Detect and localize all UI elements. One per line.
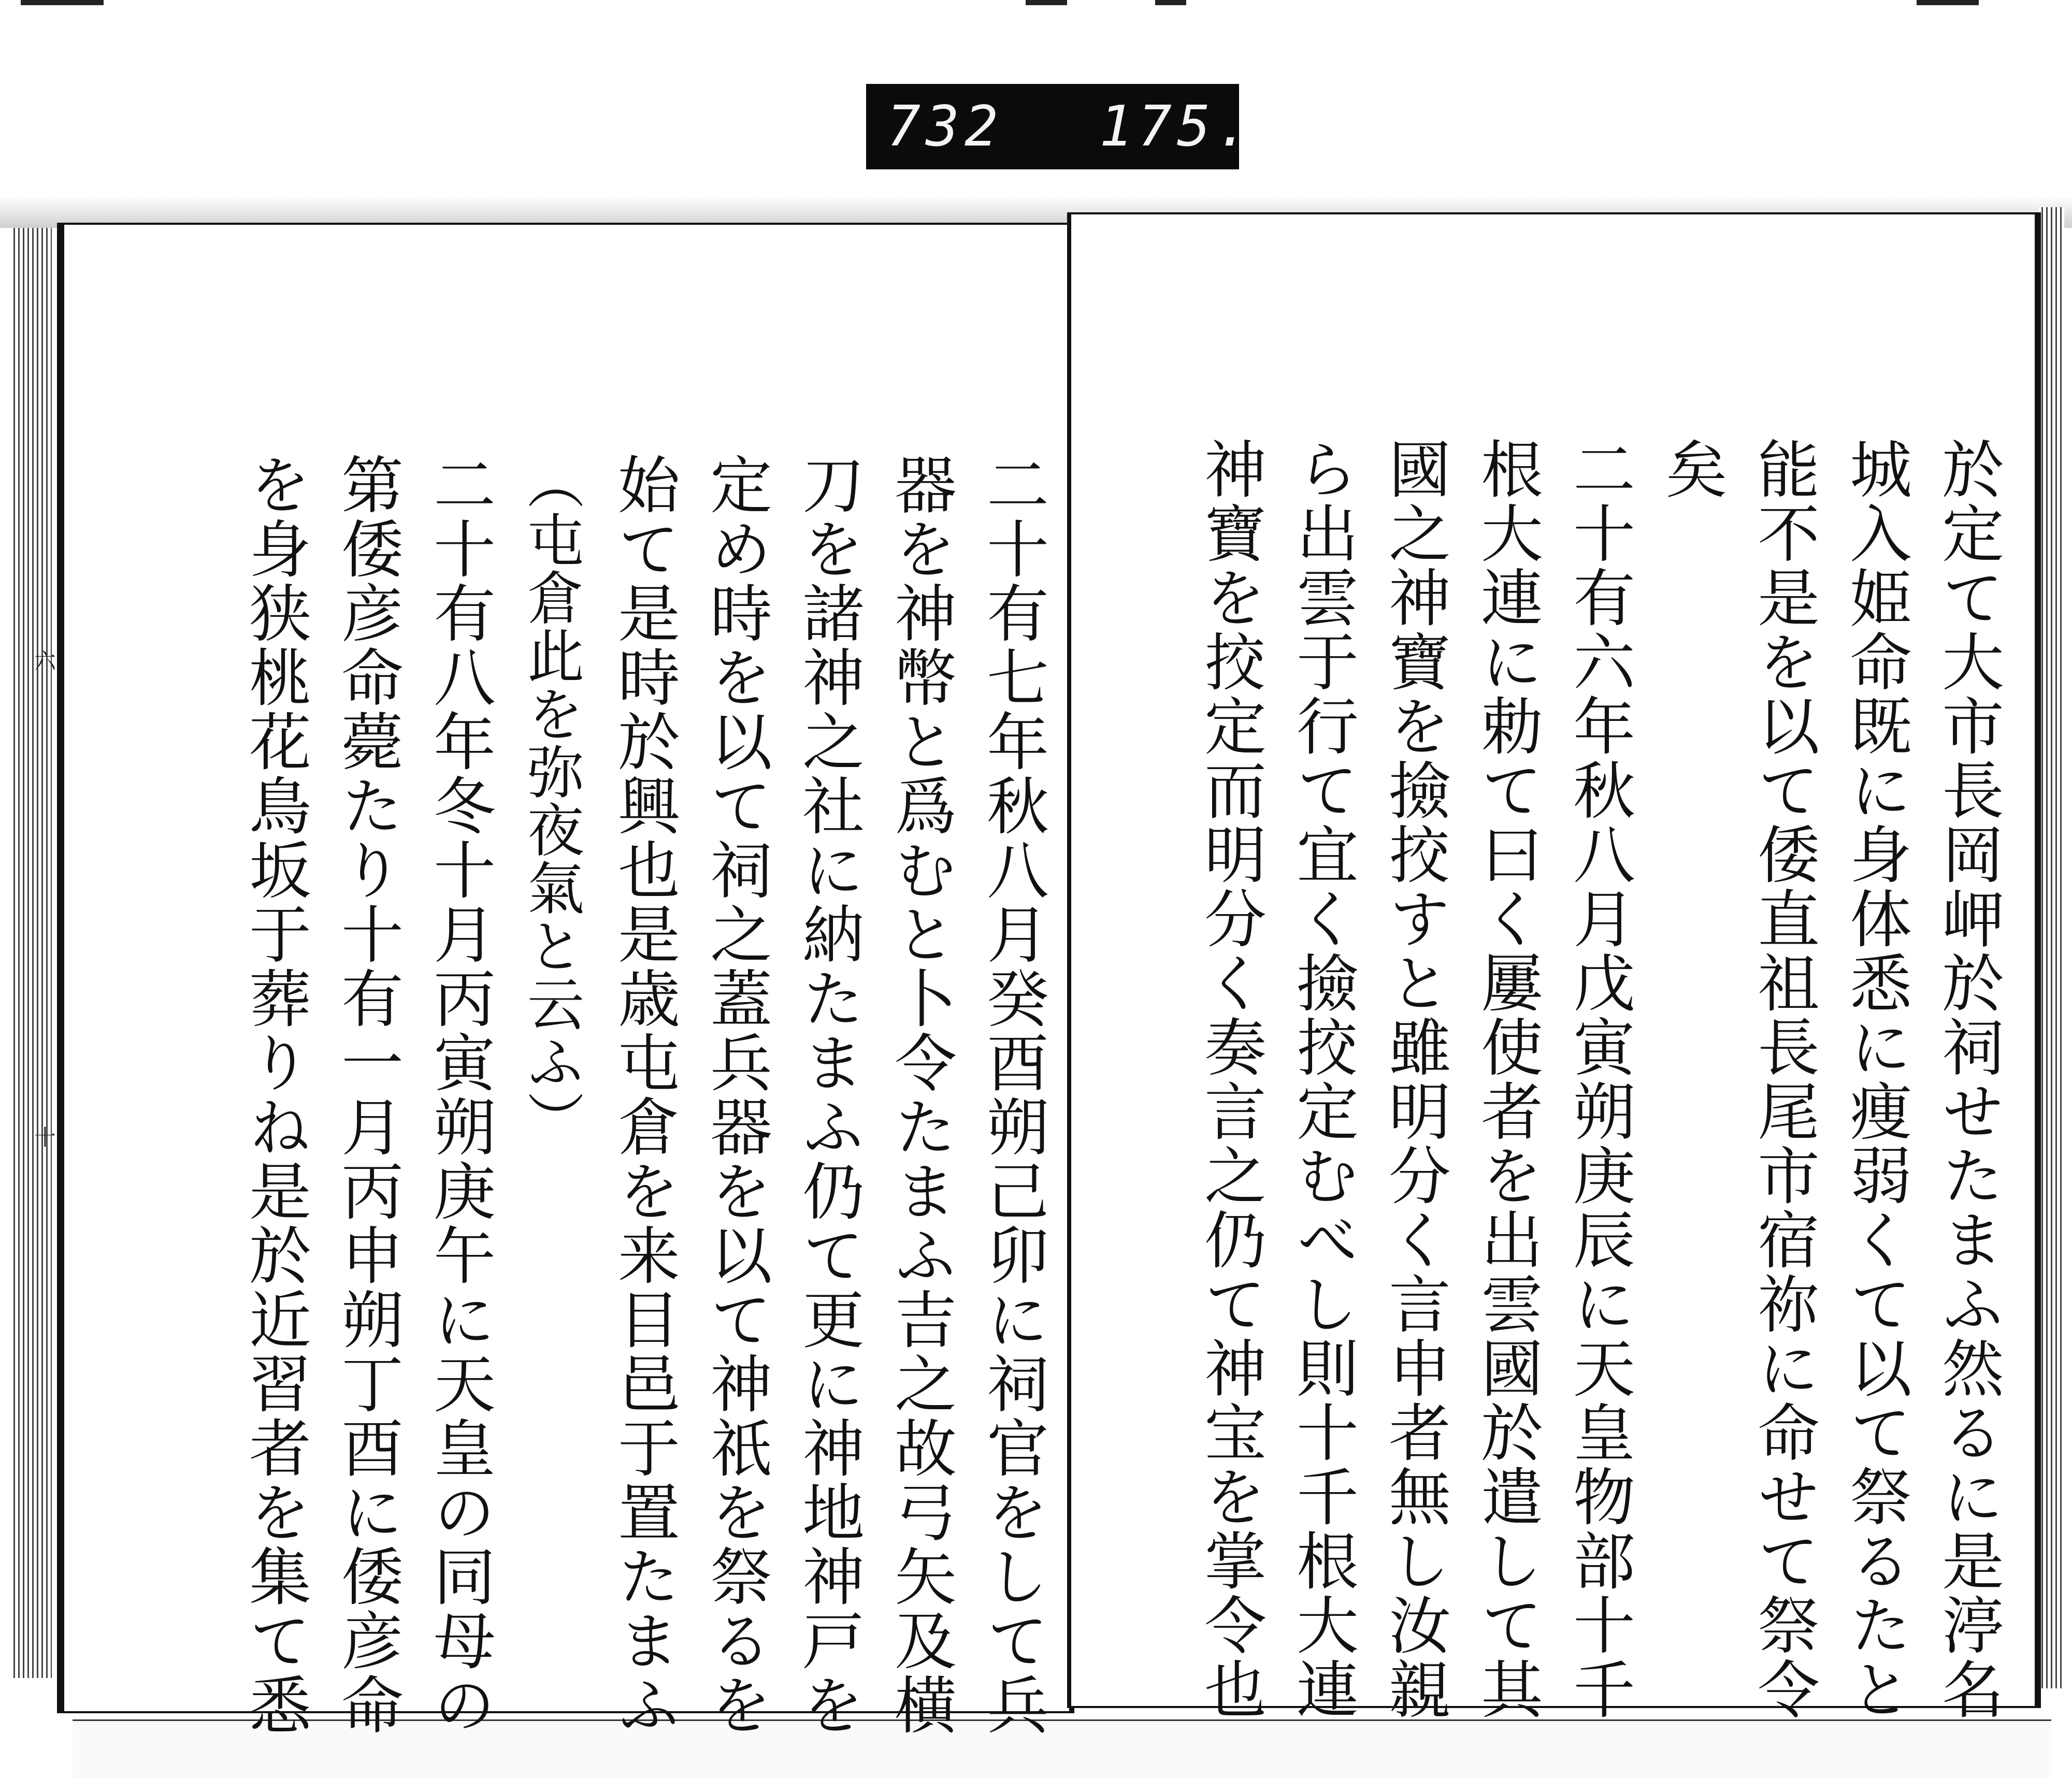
left-page-text (238, 453, 1048, 1737)
right-page-text (1193, 437, 2004, 1722)
page-number-label (866, 84, 1255, 169)
text-column: 國之神寶を撿挍すと雖明分く言申者無し汝親 (1378, 437, 1450, 1722)
text-column: 器を神幣と爲むと卜令たまふ吉之故弓矢及横 (884, 453, 956, 1737)
open-book (0, 197, 2072, 1779)
text-column: 刀を諸神之社に納たまふ仍て更に神地神戸を (792, 453, 864, 1737)
text-column: を身狭桃花鳥坂于葬りね是於近習者を集て悉 (239, 453, 311, 1737)
left-margin-mark-2: 十 (31, 1126, 56, 1148)
right-page (1067, 212, 2041, 1722)
text-column: 始て是時於興也是歳屯倉を来目邑于置たまふ (608, 453, 680, 1737)
text-column: ら出雲于行て宜く撿挍定むべし則十千根大連 (1286, 437, 1358, 1722)
text-column: 神寶を挍定而明分く奏言之仍て神宝を掌令也 (1194, 437, 1266, 1722)
text-column: 定め時を以て祠之蓋兵器を以て神祇を祭るを (700, 453, 772, 1737)
text-column: 能不是を以て倭直祖長尾市宿祢に命せて祭令 (1747, 437, 1819, 1722)
left-page (31, 223, 1074, 1737)
scan-top-edge (0, 0, 2072, 16)
text-column: 二十有七年秋八月癸酉朔己卯に祠官をして兵 (976, 453, 1048, 1737)
text-column: 於定て大市長岡岬於祠せたまふ然るに是渟名 (1932, 437, 2004, 1722)
text-column: 第倭彦命薨たり十有一月丙申朔丁酉に倭彦命 (331, 453, 403, 1737)
text-column: 二十有六年秋八月戊寅朔庚辰に天皇物部十千 (1563, 437, 1635, 1722)
left-page-stack (10, 228, 52, 1678)
left-margin-mark-1: 六 (31, 649, 56, 671)
right-page-stack (2038, 207, 2064, 1688)
text-column: 矣 (1655, 437, 1727, 501)
text-column: 城入姫命既に身体悉に痩弱くて以て祭るたと (1839, 437, 1911, 1722)
text-column: 根大連に勅て曰く屢使者を出雲國於遣して其 (1471, 437, 1543, 1722)
page-number-a: 732 (887, 94, 1004, 159)
page-number-b: 175. (1099, 94, 1255, 159)
text-column: 二十有八年冬十月丙寅朔庚午に天皇の同母の (423, 453, 495, 1737)
text-column-note: （屯倉此を弥夜氣と云ふ） (518, 453, 584, 1149)
